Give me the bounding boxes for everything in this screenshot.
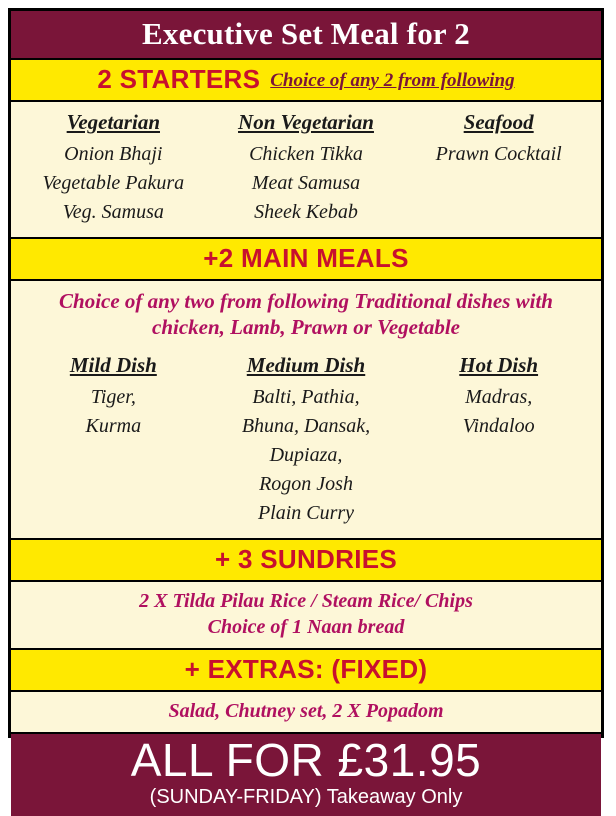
- main-meals-description: [11, 281, 601, 345]
- price-band: [11, 732, 601, 816]
- list-item: Meat Samusa: [210, 169, 403, 198]
- sundries-lines: [11, 582, 601, 648]
- list-item: Vindaloo: [402, 412, 595, 441]
- starters-column-non-vegetarian: [210, 110, 403, 227]
- column-heading: Hot Dish: [402, 353, 595, 378]
- sundries-header-label: + 3 SUNDRIES: [215, 544, 397, 574]
- list-item: Kurma: [17, 412, 210, 441]
- sundries-line-2: Choice of 1 Naan bread: [11, 614, 601, 640]
- starters-columns: [11, 102, 601, 237]
- starters-header: [11, 60, 601, 102]
- main-meals-description-line-1: Choice of any two from following Traditional dishes with: [25, 288, 587, 314]
- extras-line-1: Salad, Chutney set, 2 X Popadom: [11, 698, 601, 724]
- main-meals-header: [11, 237, 601, 281]
- list-item: Dupiaza,: [210, 441, 403, 470]
- list-item: Balti, Pathia,: [210, 383, 403, 412]
- main-meals-header-label: +2 MAIN MEALS: [203, 243, 408, 273]
- price-conditions: (SUNDAY-FRIDAY) Takeaway Only: [11, 785, 601, 809]
- column-heading: Medium Dish: [210, 353, 403, 378]
- main-meals-column-medium: [210, 353, 403, 528]
- list-item: Bhuna, Dansak,: [210, 412, 403, 441]
- main-meals-description-line-2: chicken, Lamb, Prawn or Vegetable: [25, 314, 587, 340]
- menu-card: [8, 8, 604, 738]
- starters-header-label: 2 STARTERS: [97, 64, 260, 94]
- main-meals-column-hot: [402, 353, 595, 528]
- sundries-header: [11, 538, 601, 582]
- list-item: Prawn Cocktail: [402, 140, 595, 169]
- list-item: Madras,: [402, 383, 595, 412]
- starters-column-seafood: [402, 110, 595, 227]
- price-amount: ALL FOR £31.95: [11, 736, 601, 786]
- list-item: Veg. Samusa: [17, 198, 210, 227]
- starters-column-vegetarian: [17, 110, 210, 227]
- extras-lines: [11, 692, 601, 732]
- list-item: Chicken Tikka: [210, 140, 403, 169]
- column-heading: Vegetarian: [17, 110, 210, 135]
- sundries-line-1: 2 X Tilda Pilau Rice / Steam Rice/ Chips: [11, 588, 601, 614]
- list-item: Sheek Kebab: [210, 198, 403, 227]
- main-meals-column-mild: [17, 353, 210, 528]
- list-item: Vegetable Pakura: [17, 169, 210, 198]
- list-item: Tiger,: [17, 383, 210, 412]
- main-meals-columns: [11, 345, 601, 538]
- page-title: Executive Set Meal for 2: [11, 11, 601, 60]
- list-item: Rogon Josh: [210, 470, 403, 499]
- list-item: Onion Bhaji: [17, 140, 210, 169]
- column-heading: Seafood: [402, 110, 595, 135]
- column-heading: Non Vegetarian: [210, 110, 403, 135]
- list-item: Plain Curry: [210, 499, 403, 528]
- extras-header-label: + EXTRAS: (FIXED): [185, 654, 428, 684]
- starters-header-subtitle: Choice of any 2 from following: [270, 70, 514, 91]
- column-heading: Mild Dish: [17, 353, 210, 378]
- extras-header: [11, 648, 601, 692]
